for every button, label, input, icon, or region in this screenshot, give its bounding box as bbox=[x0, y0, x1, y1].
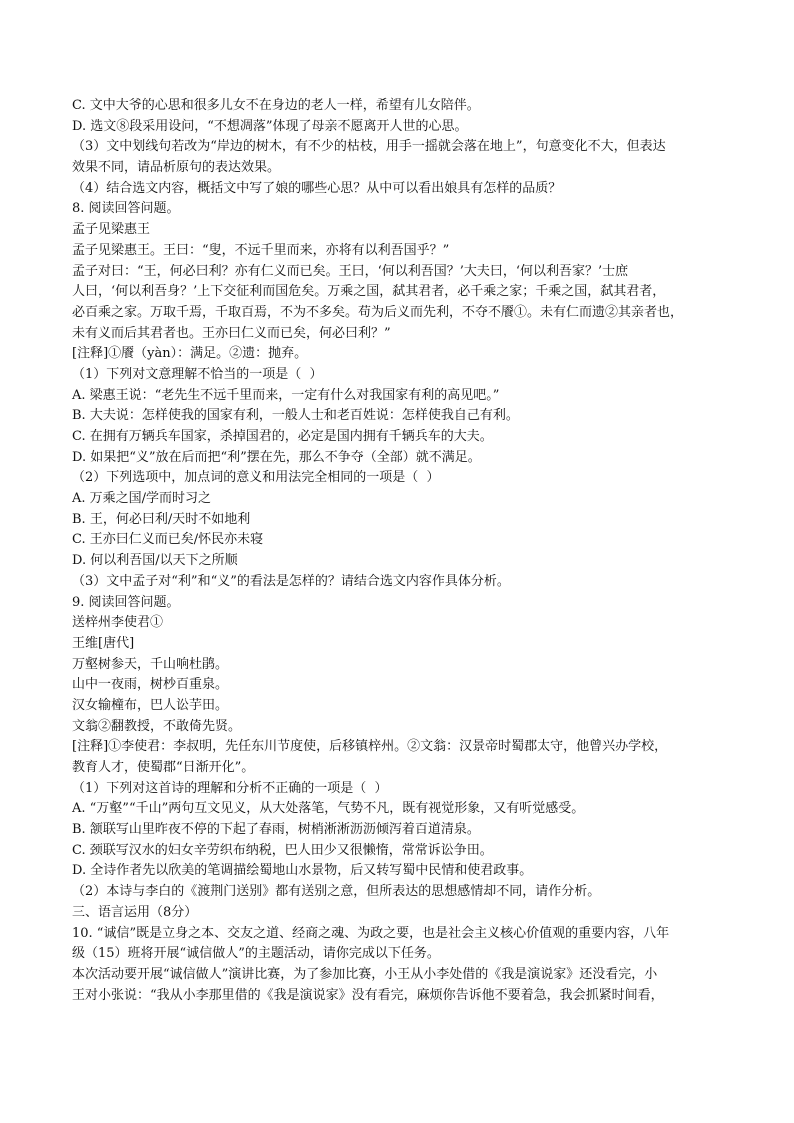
sub-question: （2）本诗与李白的《渡荆门送别》都有送别之意，但所表达的思想感情却不同，请作分析。 bbox=[72, 884, 601, 900]
poem-line: 万壑树参天，千山响杜鹃。 bbox=[72, 656, 229, 672]
option-d: D. 全诗作者先以欣美的笔调描绘蜀地山水景物，后又转写蜀中民情和使君政事。 bbox=[72, 863, 533, 879]
question-heading: 8. 阅读回答问题。 bbox=[72, 201, 180, 217]
text-line: 孟子对曰：“王，何必曰利？亦有仁义而已矣。王曰，‘何以利吾国？’大夫曰，‘何以利吾家？’士庶 bbox=[72, 263, 629, 279]
text-line: （4）结合选文内容，概括文中写了娘的哪些心思？从中可以看出娘具有怎样的品质？ bbox=[72, 180, 562, 196]
text-line: D. 选文⑧段采用设问，“不想凋落”体现了母亲不愿离开人世的心思。 bbox=[72, 118, 468, 134]
poem-line: 汉女输橦布，巴人讼芋田。 bbox=[72, 697, 229, 713]
annotation: [注释]①李使君：李叔明，先任东川节度使，后移镇梓州。②文翁：汉景帝时蜀郡太守，他曾兴办学校， bbox=[72, 739, 668, 755]
question-heading: 9. 阅读回答问题。 bbox=[72, 594, 180, 610]
option-d: D. 何以利吾国/以天下之所顺 bbox=[72, 553, 238, 569]
option-c: C. 颈联写汉水的妇女辛劳织布纳税，巴人田少又很懒惰，常常诉讼争田。 bbox=[72, 842, 493, 858]
option-a: A. 万乘之国/学而时习之 bbox=[72, 491, 212, 507]
text-line: 必百乘之家。万取千焉，千取百焉，不为不多矣。苟为后义而先利，不夺不餍①。未有仁而遗②其亲者也， bbox=[72, 304, 684, 320]
sub-question: （3）文中孟子对“利”和“义”的看法是怎样的？请结合选文内容作具体分析。 bbox=[72, 573, 510, 589]
option-d: D. 如果把“义”放在后而把“利”摆在先，那么不争夺（全部）就不满足。 bbox=[72, 449, 481, 465]
option-b: B. 王，何必曰利/天时不如地利 bbox=[72, 511, 251, 527]
poem-title: 送梓州李使君① bbox=[72, 615, 164, 631]
text-line: 效果不同，请品析原句的表达效果。 bbox=[72, 160, 281, 176]
text-line: 10. “诚信”既是立身之本、交友之道、经商之魂、为政之要，也是社会主义核心价值观的重要内容，八年 bbox=[72, 925, 670, 941]
text-line: 王对小张说：“我从小李那里借的《我是演说家》没有看完，麻烦你告诉他不要着急，我会抓紧时间看， bbox=[72, 987, 664, 1003]
document-page bbox=[72, 96, 724, 1006]
sub-question: （1）下列对文意理解不恰当的一项是（ ） bbox=[72, 366, 323, 382]
sub-question: （2）下列选项中，加点词的意义和用法完全相同的一项是（ ） bbox=[72, 470, 440, 486]
option-b: B. 大夫说：怎样使我的国家有利，一般人士和老百姓说：怎样使我自己有利。 bbox=[72, 408, 519, 424]
annotation: 教育人才，使蜀郡“日渐开化”。 bbox=[72, 760, 255, 775]
option-c: C. 王亦曰仁义而已矣/怀民亦未寝 bbox=[72, 532, 264, 548]
text-line: 人曰，‘何以利吾身？’上下交征利而国危矣。万乘之国，弑其君者，必千乘之家；千乘之国，弑其君者， bbox=[72, 284, 666, 300]
poem-line: 文翁②翻教授，不敢倚先贤。 bbox=[72, 718, 242, 734]
text-line: 级（15）班将开展“诚信做人”的主题活动，请你完成以下任务。 bbox=[72, 946, 440, 962]
text-line: 未有义而后其君者也。王亦曰仁义而已矣，何必曰利？” bbox=[72, 325, 391, 341]
text-line: 孟子见梁惠王。王曰：“叟，不远千里而来，亦将有以利吾国乎？” bbox=[72, 242, 450, 258]
text-line: 本次活动要开展“诚信做人”演讲比赛，为了参加比赛，小王从小李处借的《我是演说家》还没看完，小 bbox=[72, 966, 658, 982]
text-line: C. 文中大爷的心思和很多儿女不在身边的老人一样，希望有儿女陪伴。 bbox=[72, 98, 480, 113]
passage-title: 孟子见梁惠王 bbox=[72, 222, 151, 238]
option-a: A. 梁惠王说：“老先生不远千里而来，一定有什么对我国家有利的高见吧。” bbox=[72, 387, 500, 403]
option-a: A. “万壑”“千山”两句互文见义，从大处落笔，气势不凡，既有视觉形象，又有听觉感受。 bbox=[72, 801, 585, 817]
poem-line: 山中一夜雨，树杪百重泉。 bbox=[72, 677, 229, 693]
option-b: B. 颔联写山里昨夜不停的下起了春雨，树梢淅淅沥沥倾泻着百道清泉。 bbox=[72, 822, 480, 838]
section-heading: 三、语言运用（8分） bbox=[72, 904, 198, 920]
poem-author: 王维[唐代] bbox=[72, 635, 135, 651]
text-line: （3）文中划线句若改为“岸边的树木，有不少的枯枝，用手一摇就会落在地上”，句意变化不大，但表达 bbox=[72, 139, 666, 155]
annotation: [注释]①餍（yàn）：满足。②遗：抛弃。 bbox=[72, 346, 308, 362]
option-c: C. 在拥有万辆兵车国家，杀掉国君的，必定是国内拥有千辆兵车的大夫。 bbox=[72, 429, 493, 444]
sub-question: （1）下列对这首诗的理解和分析不正确的一项是（ ） bbox=[72, 780, 388, 796]
